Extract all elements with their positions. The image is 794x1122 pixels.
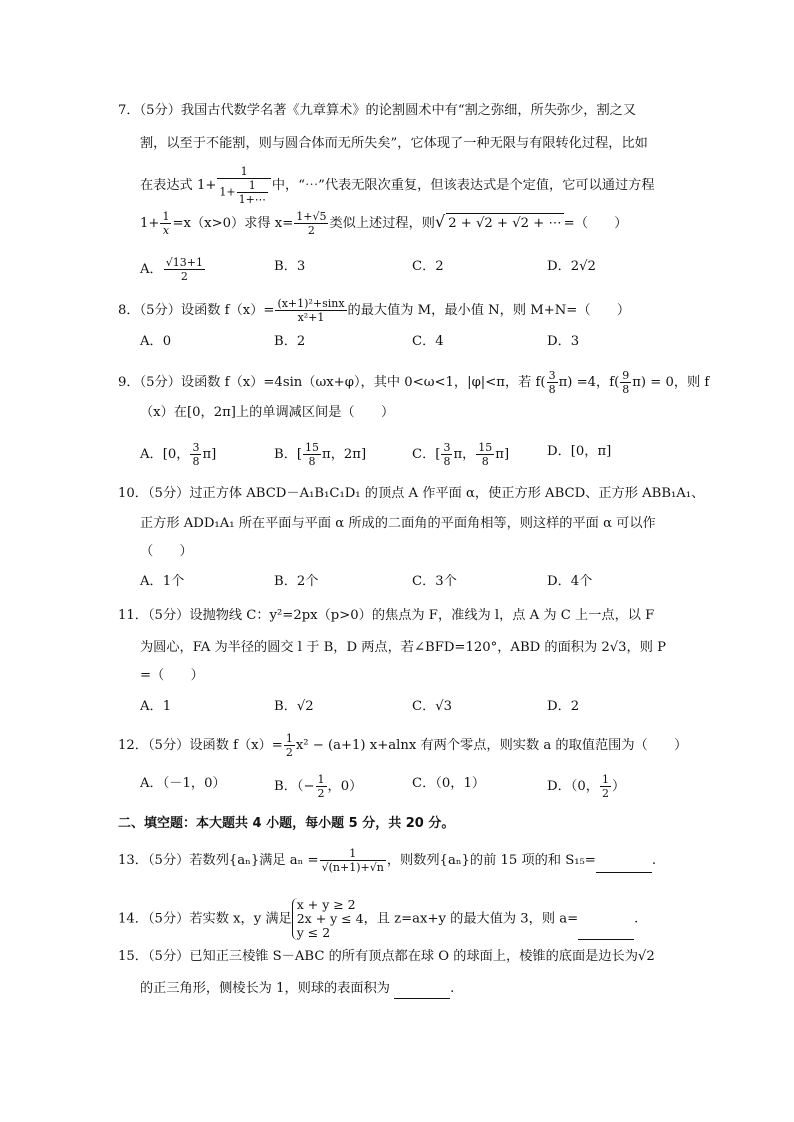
q10-line-1: 10．（5分）过正方体 ABCD－A₁B₁C₁D₁ 的顶点 A 作平面 α，使正方形 ABCD、正方形 ABB₁A₁、 — [118, 486, 705, 501]
q10-option-d: D．4个 — [547, 574, 593, 589]
q8-fraction: $\frac{\text{(x+1)²+sinx}}{\text{x²+1}}$ — [277, 297, 345, 324]
q7-option-d: D．2√2 — [547, 259, 596, 274]
q10-option-b: B．2个 — [274, 574, 319, 589]
q14-answer-blank[interactable] — [578, 925, 634, 940]
q7-line-4: 1+ $\frac{1}{x}$ =x（x>0）求得 x= $\frac{1+√5}{2}$ 类似上述过程，则√ 2 + √2 + √2 + ⋯ =（ ） — [140, 210, 628, 237]
q7-fraction: $\frac{1}{x}$ — [162, 210, 170, 237]
q7-text: 类似上述过程，则 — [329, 216, 435, 231]
q11-option-d: D．2 — [547, 699, 580, 714]
q9-option-c: C．[ $\frac{3}{8}$ π， $\frac{15}{8}$ π] — [412, 441, 510, 468]
q7-option-c: C．2 — [412, 259, 444, 274]
q9-line-1: 9．（5分）设函数 f（x）=4sin（ωx+φ），其中 0<ω<1，|φ|<π，若 f( $\frac{3}{8}$ π) =4，f( $\frac{9}{8}$ π) = 0，则 f — [118, 369, 710, 396]
q8-option-c: C．4 — [412, 334, 444, 349]
q10-line-2: 正方形 ADD₁A₁ 所在平面与平面 α 所成的二面角的平面角相等，则这样的平面 α 可以作 — [140, 516, 656, 531]
q15-answer-blank[interactable] — [394, 984, 450, 999]
q7-text: =x（x>0）求得 x= — [172, 216, 294, 231]
q7-option-b: B．3 — [274, 259, 306, 274]
q9-line-2: （x）在[0，2π]上的单调减区间是（ ） — [140, 405, 395, 420]
q11-option-b: B．√2 — [274, 699, 314, 714]
q7-text: 在表达式 1+ — [140, 178, 217, 193]
q11-line-3: =（ ） — [140, 668, 204, 683]
q13-answer-blank[interactable] — [596, 858, 652, 873]
q7-line-1: 7．（5分）我国古代数学名著《九章算术》的论割圆术中有“割之弥细，所失弥少，割之又 — [118, 103, 637, 118]
q9-option-b: B．[ $\frac{15}{8}$ π，2π] — [274, 441, 367, 468]
q11-line-2: 为圆心，FA 为半径的圆交 l 于 B，D 两点，若∠BFD=120°，ABD 的面积为 2√3，则 P — [140, 640, 666, 655]
q7-nested-fraction: 1 1+ $\frac{1}{1+\cdots}$ — [217, 166, 270, 205]
q12-option-a: A．（－1，0） — [140, 776, 226, 791]
q13-stem: 13．（5分）若数列{aₙ}满足 aₙ = $\frac{1}{√(n+1)+√n}$ ，则数列{aₙ}的前 15 项的和 S₁₅= . — [118, 847, 657, 874]
q12-option-d: D．（0， $\frac{1}{2}$ ） — [547, 773, 626, 800]
q9-option-d: D．[0，π] — [547, 444, 612, 459]
q15-line-2: 的正三角形，侧棱长为 1，则球的表面积为 . — [140, 979, 454, 999]
q8-option-b: B．2 — [274, 334, 306, 349]
q11-option-c: C．√3 — [412, 699, 453, 714]
q7-fraction-golden: $\frac{1+√5}{2}$ — [296, 210, 327, 237]
q10-option-c: C．3个 — [412, 574, 457, 589]
q11-option-a: A．1 — [140, 699, 172, 714]
q7-option-a: A． $\frac{√13+1}{2}$ — [140, 256, 203, 283]
q7-text: 1+ — [140, 216, 160, 231]
q7-nested-radical: 2 + √2 + √2 + ⋯ — [446, 213, 563, 234]
q14-inequality-system: x + y ≥ 2 2x + y ≤ 4 y ≤ 2 — [292, 898, 364, 940]
q7-text: 中，“⋯”代表无限次重复，但该表达式是个定值，它可以通过方程 — [271, 178, 655, 193]
q14-stem: 14．（5分）若实数 x，y 满足 x + y ≥ 2 2x + y ≤ 4 y ≤ 2 ，且 z=ax+y 的最大值为 3，则 a= . — [118, 897, 639, 940]
q10-line-3: （ ） — [140, 544, 193, 559]
q11-line-1: 11．（5分）设抛物线 C：y²=2px（p>0）的焦点为 F，准线为 l，点 A 为 C 上一点，以 F — [118, 608, 655, 623]
q12-stem: 12．（5分）设函数 f（x）= $\frac{1}{2}$ x² − (a+1) x+alnx 有两个零点，则实数 a 的取值范围为（ ） — [118, 732, 688, 759]
q7-text: =（ ） — [563, 216, 628, 231]
q10-option-a: A．1个 — [140, 574, 185, 589]
q9-option-a: A．[0， $\frac{3}{8}$ π] — [140, 441, 217, 468]
q8-option-a: A．0 — [140, 334, 172, 349]
q12-option-c: C．（0，1） — [412, 776, 486, 791]
q12-option-b: B．（− $\frac{1}{2}$ ，0） — [274, 773, 363, 800]
q8-option-d: D．3 — [547, 334, 580, 349]
q8-stem: 8．（5分）设函数 f（x）= $\frac{\text{(x+1)²+sinx}}{\text{x²+1}}$ 的最大值为 M，最小值 N，则 M+N=（ ） — [118, 297, 631, 324]
section-heading-fill-in: 二、填空题：本大题共 4 小题，每小题 5 分，共 20 分。 — [118, 816, 455, 831]
q7-line-2: 割，以至于不能割，则与圆合体而无所失矣”，它体现了一种无限与有限转化过程，比如 — [140, 136, 648, 151]
q7-line-3 — [140, 166, 655, 205]
q15-line-1: 15．（5分）已知正三棱锥 S－ABC 的所有顶点都在球 O 的球面上，棱锥的底面是边长为√2 — [118, 949, 655, 964]
